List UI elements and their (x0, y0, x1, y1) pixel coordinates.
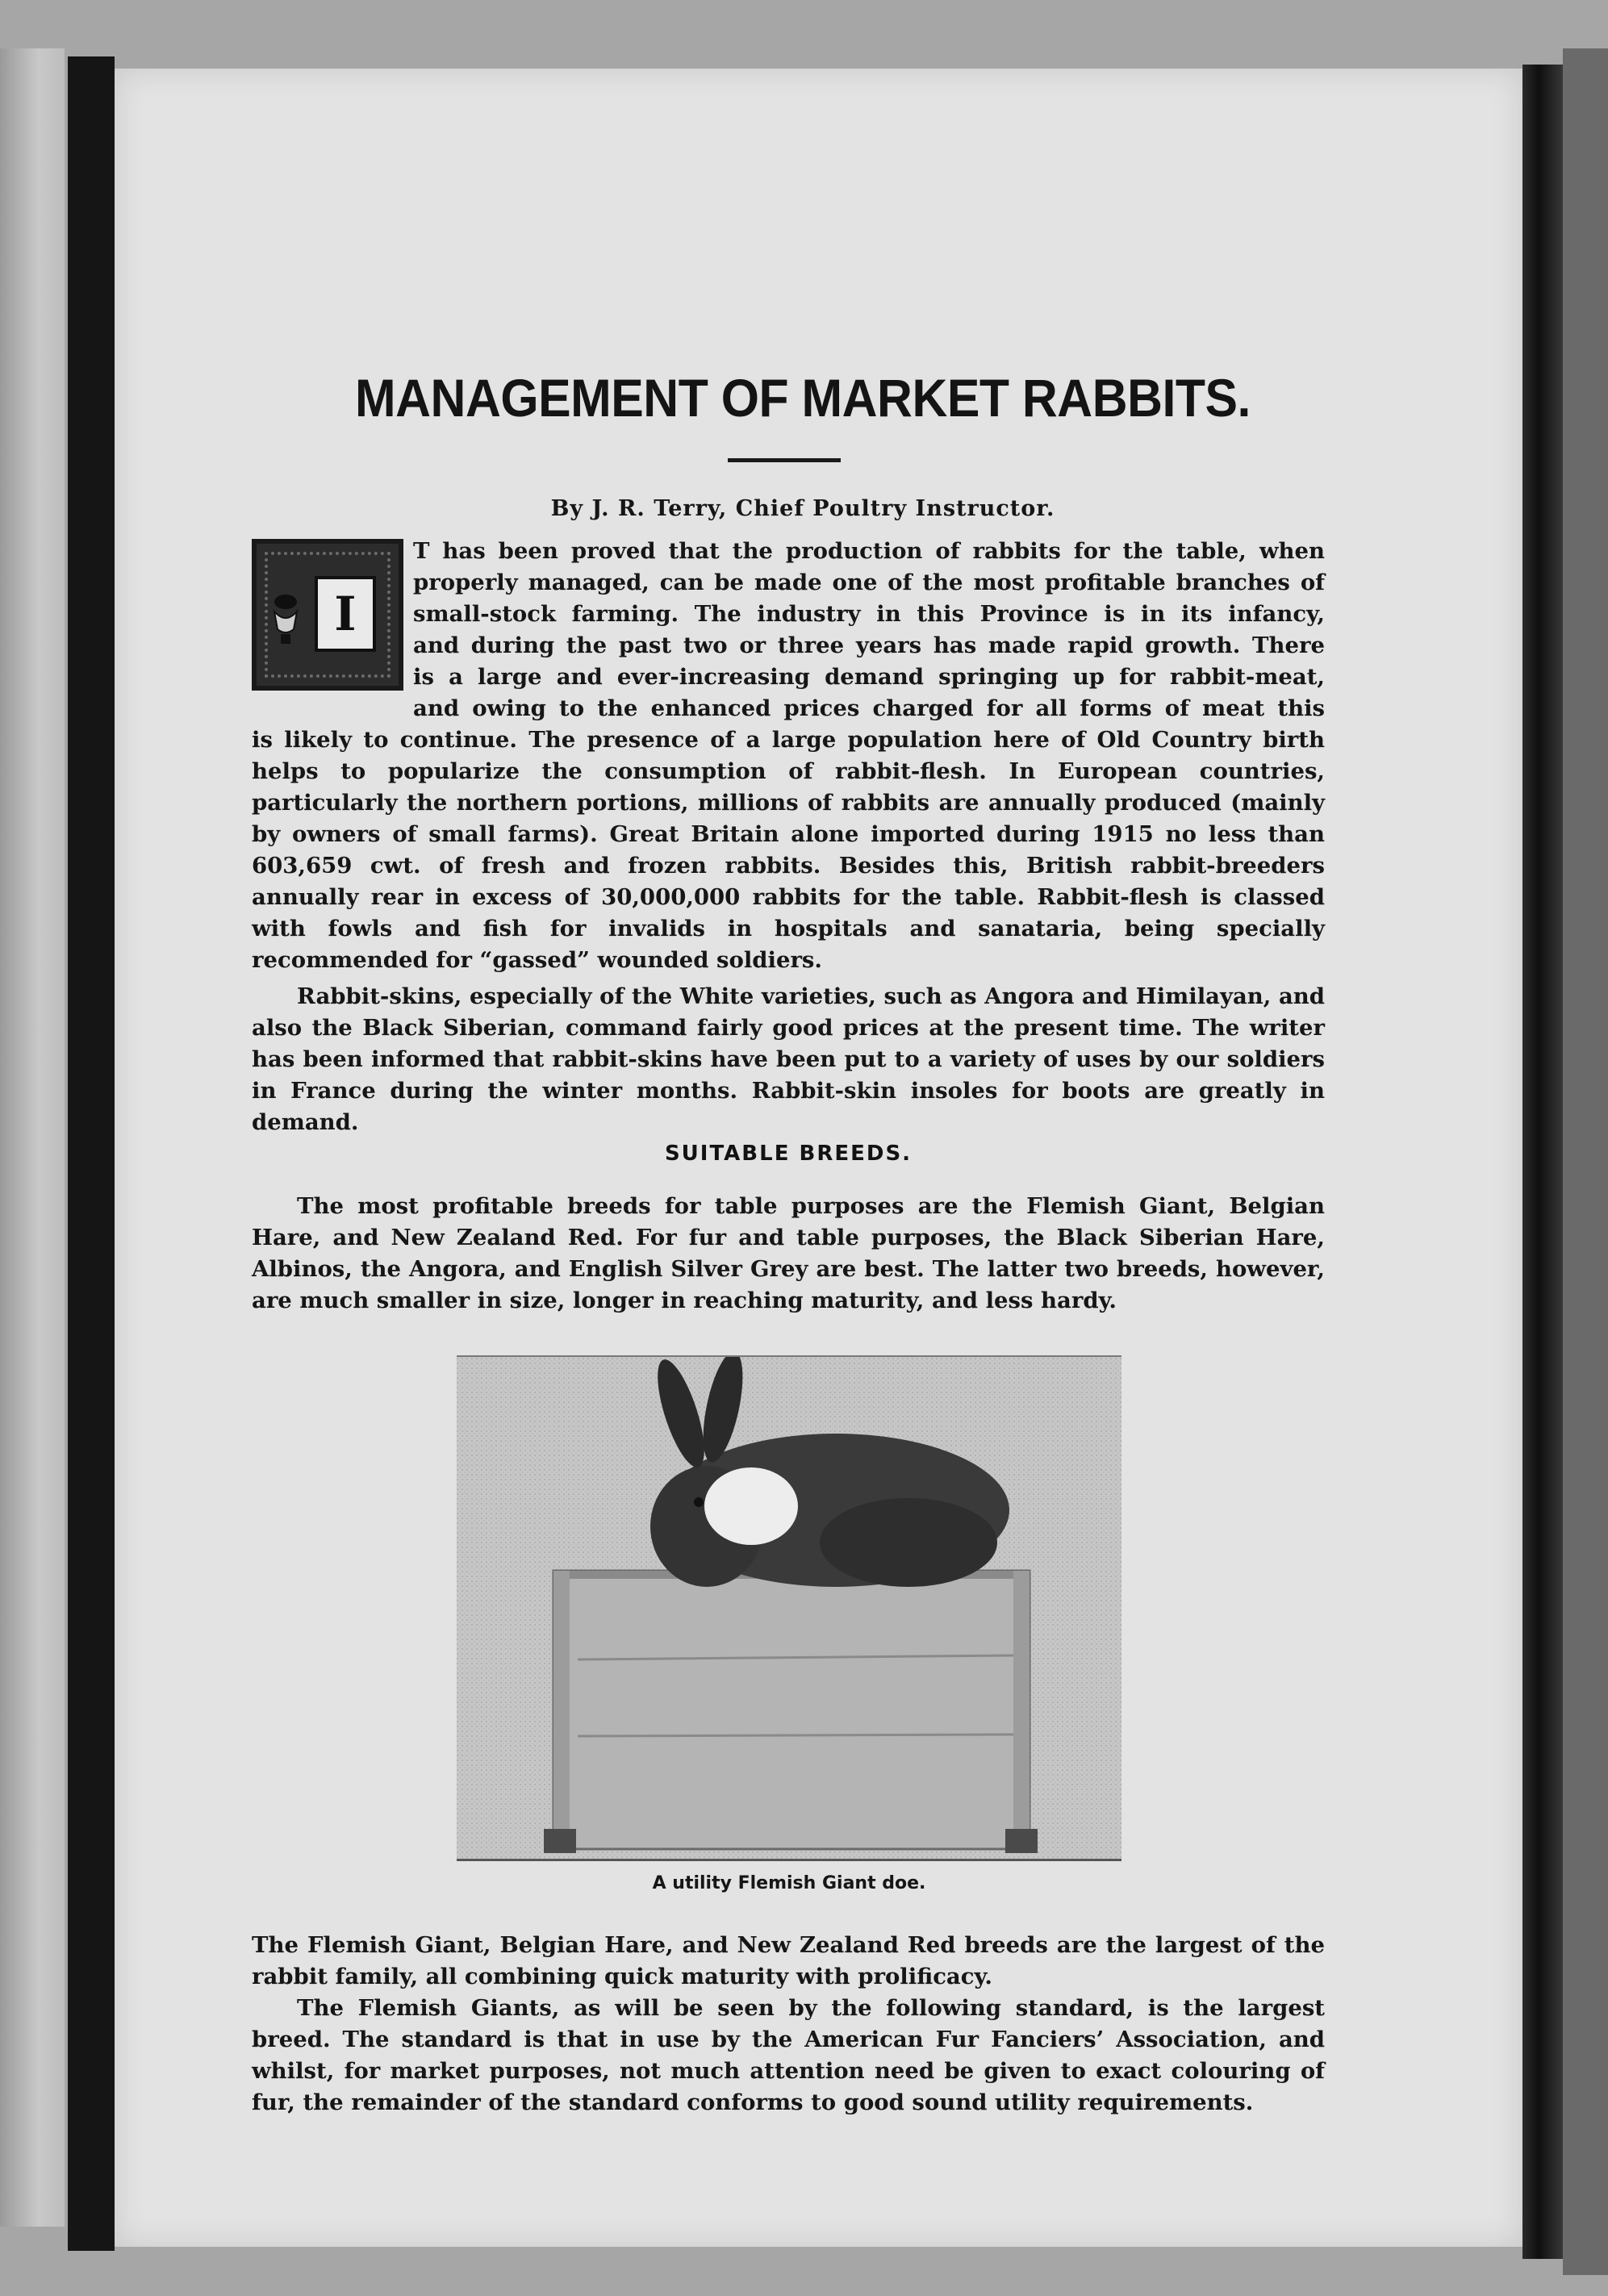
drop-cap-letter: I (315, 576, 376, 652)
left-page-edge (0, 48, 65, 2227)
scan-outer-margin (1563, 48, 1608, 2275)
byline: By J. R. Terry, Chief Poultry Instructor. (550, 496, 1055, 521)
intro-line: properly managed, can be made one of the most profitable branches of (413, 570, 1325, 595)
flemish-giant-paragraph: The Flemish Giant, Belgian Hare, and New Zealand Red breeds are the largest of the rabbit family, all combining quick maturity with prolificacy. (252, 1932, 1325, 1989)
urn-ornament-icon (269, 592, 302, 649)
intro-line: and during the past two or three years has made rapid growth. There (413, 632, 1325, 658)
breeds-paragraph: The most profitable breeds for table purposes are the Flemish Giant, Belgian Hare, and New Zealand Red. For fur and table purposes, the Black Siberian Hare, Albinos, the Angora, and English Silver Grey are best. The latter two breeds, however, are much smaller in size, longer in reaching maturity, and less hardy. (252, 1193, 1325, 1313)
right-page-edge (1522, 65, 1563, 2259)
standard-paragraph: The Flemish Giants, as will be seen by the following standard, is the largest breed. The standard is that in use by the American Fur Fanciers’ Association, and whilst, for market purposes, not much attention need be given to exact colouring of fur, the remainder of the standard conforms to good sound utility requirements. (252, 1995, 1325, 2115)
rabbit-on-crate-image (457, 1357, 1121, 1859)
book-binding (68, 56, 115, 2251)
ornamental-drop-cap (252, 539, 403, 691)
intro-paragraph-rest: is likely to continue. The presence of a large population here of Old Country birth helps to popularize the consumption of rabbit-flesh. In European countries, particularly the northern portions, millions of rabbits are annually produced (mainly by owners of small farms). Great Britain alone imported during 1915 no less than 603,659 cwt. of fresh and frozen rabbits. Besides this, British rabbit-breeders annually rear in excess of 30,000,000 rabbits for the table. Rabbit-flesh is classed with fowls and fish for invalids in hospitals and sanataria, being specially recommended for “gassed” wounded soldiers. (252, 727, 1325, 973)
intro-line: and owing to the enhanced prices charged for all forms of meat this (413, 695, 1325, 721)
rabbit-photograph (457, 1355, 1121, 1861)
intro-line: is a large and ever-increasing demand springing up for rabbit-meat, (413, 664, 1325, 690)
intro-line: small-stock farming. The industry in this Province is in its infancy, (413, 601, 1325, 627)
section-heading: SUITABLE BREEDS. (664, 1142, 913, 1166)
title-divider (728, 458, 841, 462)
intro-line: T has been proved that the production of rabbits for the table, when (413, 538, 1325, 564)
photo-caption: A utility Flemish Giant doe. (652, 1873, 926, 1893)
rabbit-skins-paragraph: Rabbit-skins, especially of the White varieties, such as Angora and Himilayan, and also the Black Siberian, command fairly good prices at the present time. The writer has been informed that rabbit-skins have been put to a variety of uses by our soldiers in France during the winter months. Rabbit-skin insoles for boots are greatly in demand. (252, 983, 1325, 1135)
intro-paragraph-start (413, 536, 1325, 724)
article-title: MANAGEMENT OF MARKET RABBITS. (355, 368, 1251, 428)
